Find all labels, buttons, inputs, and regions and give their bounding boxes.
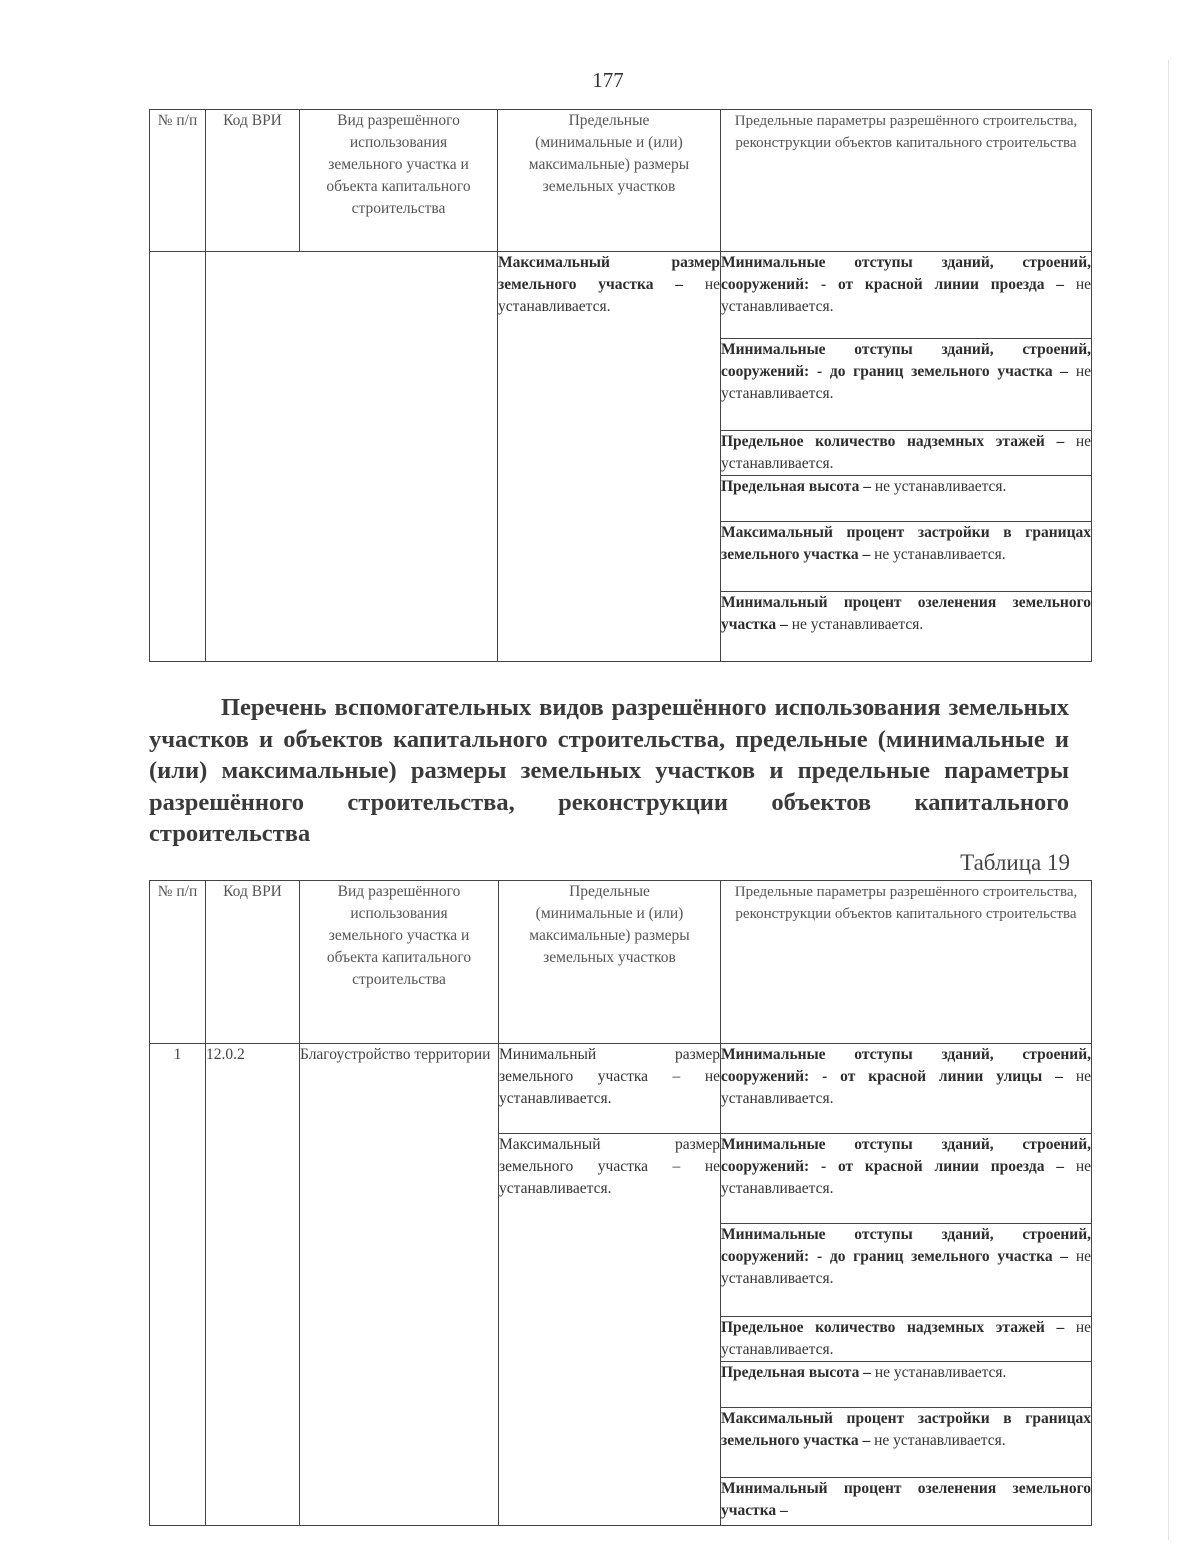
param-cell: Минимальные отступы зданий, строений, сооружений: - от красной линии проезда – не устанавливается. [721, 1134, 1092, 1224]
table-main-continuation [149, 109, 1092, 662]
param-cell: Минимальный процент озеленения земельного участка – [721, 1478, 1092, 1526]
table-auxiliary-uses [149, 880, 1092, 1526]
header-sizes: Предельные (минимальные и (или) максимальные) размеры земельных участков [499, 881, 721, 1044]
param-cell: Предельная высота – не устанавливается. [721, 476, 1092, 522]
param-cell: Максимальный процент застройки в границах земельного участка – не устанавливается. [721, 1408, 1092, 1478]
param-cell: Предельное количество надземных этажей – не устанавливается. [721, 431, 1092, 476]
header-num: № п/п [150, 881, 206, 1044]
cell-size-max: Максимальный размер земельного участка – не устанавливается. [499, 1134, 721, 1526]
header-code: Код ВРИ [206, 881, 300, 1044]
cell-kind-empty [206, 252, 498, 662]
param-cell: Минимальные отступы зданий, строений, сооружений: - до границ земельного участка – не устанавливается. [721, 339, 1092, 431]
header-params: Предельные параметры разрешённого строительства, реконструкции объектов капитального строительства [721, 110, 1092, 252]
table-row [150, 1044, 1092, 1134]
param-cell: Минимальные отступы зданий, строений, сооружений: - от красной линии проезда – не устанавливается. [721, 252, 1092, 339]
table-row [150, 252, 1092, 339]
param-cell: Минимальный процент озеленения земельного участка – не устанавливается. [721, 592, 1092, 662]
section-heading: Перечень вспомогательных видов разрешённого использования земельных участков и объектов капитального строительства, предельные (минимальные и (или) максимальные) размеры земельных участков и предельные параметры разрешённого строительства, реконструкции объектов капитального строительства [149, 694, 1069, 847]
scan-edge-line [1168, 60, 1169, 1540]
table-header-row [150, 881, 1092, 1044]
param-cell: Минимальные отступы зданий, строений, сооружений: - до границ земельного участка – не устанавливается. [721, 1224, 1092, 1317]
header-sizes: Предельные (минимальные и (или) максимальные) размеры земельных участков [498, 110, 721, 252]
cell-kind: Благоустройство территории [300, 1044, 499, 1526]
cell-row-number: 1 [150, 1044, 206, 1526]
cell-code: 12.0.2 [206, 1044, 300, 1526]
param-cell: Предельная высота – не устанавливается. [721, 1362, 1092, 1408]
cell-size-max: Максимальный размер земельного участка – не устанавливается. [498, 252, 721, 662]
table-header-row [150, 110, 1092, 252]
table-caption: Таблица 19 [960, 850, 1070, 875]
param-cell: Минимальные отступы зданий, строений, сооружений: - от красной линии улицы – не устанавливается. [721, 1044, 1092, 1134]
cell-size-min: Минимальный размер земельного участка – не устанавливается. [499, 1044, 721, 1134]
header-kind: Вид разрешённого использования земельного участка и объекта капитального строительства [300, 881, 499, 1044]
header-code: Код ВРИ [206, 110, 300, 252]
header-kind: Вид разрешённого использования земельного участка и объекта капитального строительства [300, 110, 498, 252]
param-cell: Максимальный процент застройки в границах земельного участка – не устанавливается. [721, 522, 1092, 592]
header-params: Предельные параметры разрешённого строительства, реконструкции объектов капитального строительства [721, 881, 1092, 1044]
param-cell: Предельное количество надземных этажей – не устанавливается. [721, 1317, 1092, 1362]
cell-num-empty [150, 252, 206, 662]
page-number: 177 [592, 68, 624, 92]
header-num: № п/п [150, 110, 206, 252]
